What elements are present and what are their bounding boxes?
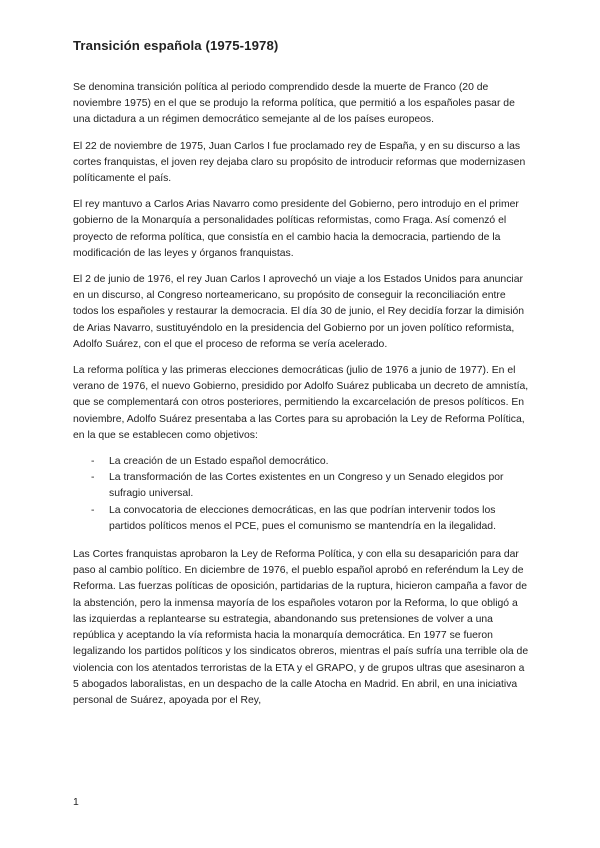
- list-item: [73, 470, 533, 502]
- paragraph-usa-trip: El 2 de junio de 1976, el rey Juan Carlos I aprovechó un viaje a los Estados Unidos para anunciar en un discurso, al Congreso norteamericano, su propósito de conseguir la reconciliación entre todos los españoles y restaurar la democracia. El día 30 de junio, el Rey decidía forzar la dimisión de Arias Navarro, sustituyéndolo en la presidencia del Gobierno por un joven político reformista, Adolfo Suárez, con el que el proceso de reforma se vería acelerado.: [73, 274, 525, 350]
- list-item-text: La convocatoria de elecciones democráticas, en las que podrían intervenir todos los partidos políticos menos el PCE, pues el comunismo se mantendría en la ilegalidad.: [109, 504, 496, 532]
- paragraph-arias-navarro: El rey mantuvo a Carlos Arias Navarro como presidente del Gobierno, pero introdujo en el primer gobierno de la Monarquía a personalidades políticas reformistas, como Fraga. Así comenzó el proyecto de reforma política, que consistía en el cambio hacia la democracia, partiendo de la modificación de las leyes y órganos franquistas.: [73, 199, 519, 259]
- list-bullet: -: [91, 472, 95, 484]
- page-number: 1: [73, 797, 79, 808]
- list-bullet: -: [91, 456, 95, 468]
- paragraph-referendum: Las Cortes franquistas aprobaron la Ley de Reforma Política, y con ella su desaparición para dar paso al cambio político. En diciembre de 1976, el pueblo español aprobó en referéndum la Ley de Reforma. Las fuerzas políticas de oposición, partidarias de la ruptura, hicieron campaña a favor de la abstención, pero la inmensa mayoría de los españoles votaron por la Reforma, lo que obligó a las izquierdas a replantearse su estrategia, abandonando sus pretensiones de volver a una república y aceptando la vía reformista hacia la monarquía democrática. En 1977 se fueron legalizando los partidos políticos y los sindicatos obreros, mientras el país sufría una terrible ola de violencia con los atentados terroristas de la ETA y el GRAPO, y de grupos ultras que asesinaron a 5 abogados laboralistas, en un despacho de la calle Atocha en Madrid. En abril, en una iniciativa personal de Suárez, apoyada por el Rey,: [73, 549, 529, 706]
- list-item-text: La creación de un Estado español democrático.: [109, 456, 329, 468]
- objectives-list: [73, 454, 533, 535]
- list-item-text: La transformación de las Cortes existentes en un Congreso y un Senado elegidos por sufragio universal.: [109, 472, 504, 500]
- list-bullet: -: [91, 504, 95, 516]
- document-page: [73, 38, 533, 719]
- list-item: [73, 454, 533, 470]
- page-title: Transición española (1975-1978): [73, 38, 279, 53]
- paragraph-political-reform: La reforma política y las primeras elecciones democráticas (julio de 1976 a junio de 1977). En el verano de 1976, el nuevo Gobierno, presidido por Adolfo Suárez publicaba un decreto de amnistía, que se complementará con otros posteriores, permitiendo la excarcelación de presos políticos. En noviembre, Adolfo Suárez presentaba a las Cortes para su aprobación la Ley de Reforma Política, en la que se establecen como objetivos:: [73, 365, 529, 441]
- paragraph-proclamation: El 22 de noviembre de 1975, Juan Carlos I fue proclamado rey de España, y en su discurso a las cortes franquistas, el joven rey dejaba claro su propósito de introducir reformas que modernizasen políticamente el país.: [73, 140, 526, 185]
- list-item: [73, 503, 533, 535]
- paragraph-intro: Se denomina transición política al periodo comprendido desde la muerte de Franco (20 de noviembre 1975) en el que se produjo la reforma política, que permitió a los españoles pasar de una dictadura a un régimen democrático semejante al de los países europeos.: [73, 82, 515, 126]
